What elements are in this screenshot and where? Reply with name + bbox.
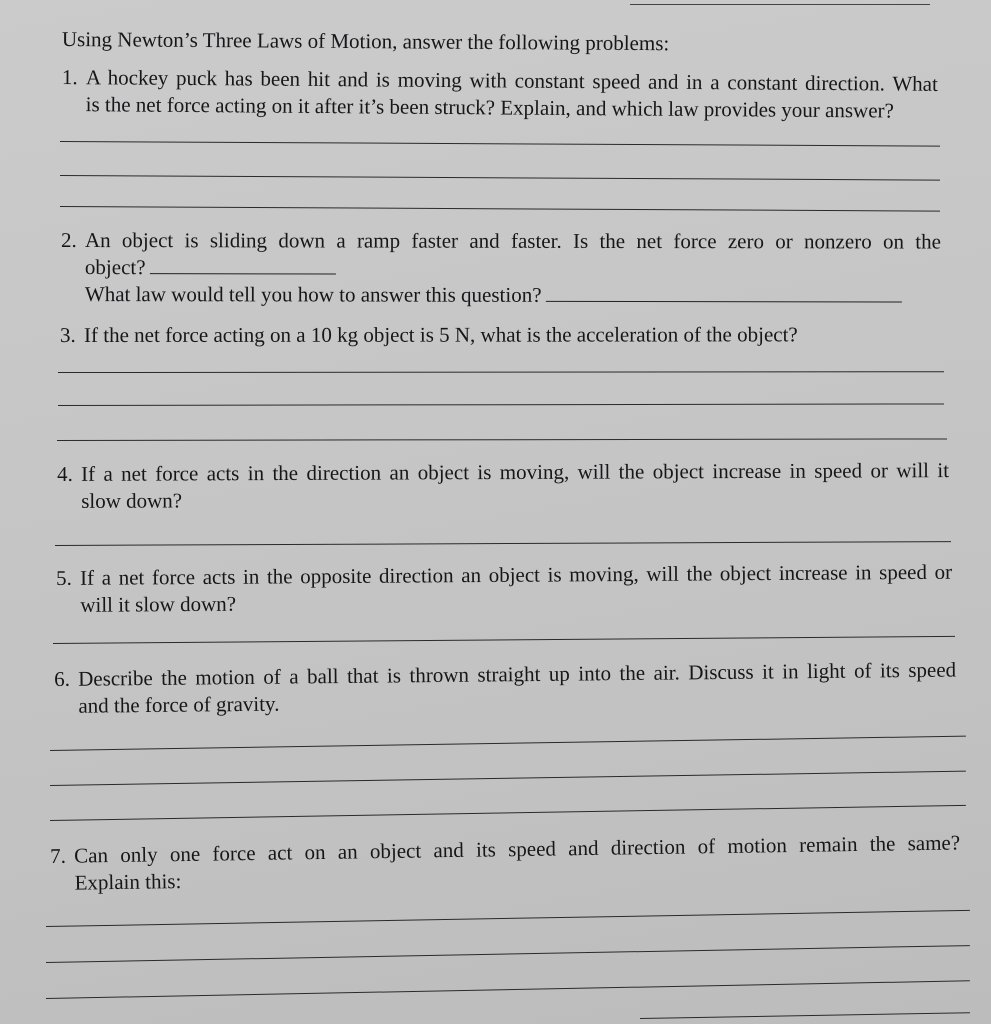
question-2-law-answer-blank[interactable] [546, 301, 902, 303]
question-5-number: 5. [56, 565, 72, 590]
question-3-answer-line-2[interactable] [58, 403, 944, 406]
question-6-line-2: and the force of gravity. [78, 691, 280, 718]
question-5-line-1: If a net force acts in the opposite direction an object is moving, will the object increase in speed or [80, 559, 953, 590]
question-7-number: 7. [50, 843, 67, 868]
question-7-answer-line-3[interactable] [46, 980, 970, 999]
question-3-answer-line-3[interactable] [57, 438, 947, 441]
question-1-line-1: A hockey puck has been hit and is moving with constant speed and in a constant direction. What [85, 65, 938, 96]
question-3-answer-line-1[interactable] [58, 371, 944, 373]
question-6-line-1: Describe the motion of a ball that is thrown straight up into the air. Discuss it in light of its speed [78, 657, 957, 691]
question-7-answer-line-1[interactable] [46, 910, 970, 927]
question-5 [56, 559, 953, 617]
question-1-answer-line-2[interactable] [60, 175, 940, 181]
question-2-answer-blank[interactable] [150, 273, 336, 274]
top-edge-line [630, 4, 930, 5]
question-2-line-2: object? [84, 255, 146, 280]
question-4-number: 4. [57, 461, 73, 486]
question-3-line-1: If the net force acting on a 10 kg object is 5 N, what is the acceleration of the object? [84, 322, 798, 347]
question-2-line-1: An object is sliding down a ramp faster and faster. Is the net force zero or nonzero on the [84, 228, 941, 254]
question-6-answer-line-1[interactable] [50, 736, 966, 751]
question-7-answer-line-4[interactable] [640, 1012, 970, 1019]
question-1 [61, 64, 942, 123]
question-6-number: 6. [54, 666, 71, 691]
question-2-number: 2. [60, 228, 77, 253]
question-1-answer-line-1[interactable] [60, 141, 940, 147]
question-6-answer-line-2[interactable] [50, 771, 966, 786]
question-1-answer-line-3[interactable] [60, 206, 940, 212]
question-3 [60, 321, 940, 347]
instructions-heading: Using Newton’s Three Laws of Motion, answer the following problems: [61, 27, 670, 56]
question-4-line-2: slow down? [81, 488, 183, 513]
question-2-line-3: What law would tell you how to answer this question? [84, 282, 542, 307]
question-6 [54, 657, 958, 718]
question-7-line-2: Explain this: [74, 869, 182, 895]
question-5-line-2: will it slow down? [80, 591, 237, 617]
question-4-line-1: If a net force acts in the direction an object is moving, will the object increase in speed or will it [81, 458, 950, 486]
question-7-answer-line-2[interactable] [46, 945, 970, 963]
question-2 [60, 227, 943, 307]
question-1-number: 1. [61, 64, 78, 90]
question-3-number: 3. [60, 322, 76, 347]
question-7 [50, 830, 961, 895]
question-6-answer-line-3[interactable] [50, 805, 966, 821]
question-1-line-2: is the net force acting on it after it’s been struck? Explain, and which law provides your answer? [85, 92, 894, 123]
question-4-answer-line[interactable] [55, 541, 951, 546]
question-4 [57, 457, 950, 513]
question-7-line-1: Can only one force act on an object and its speed and direction of motion remain the same? [74, 830, 961, 868]
question-5-answer-line[interactable] [53, 636, 955, 644]
